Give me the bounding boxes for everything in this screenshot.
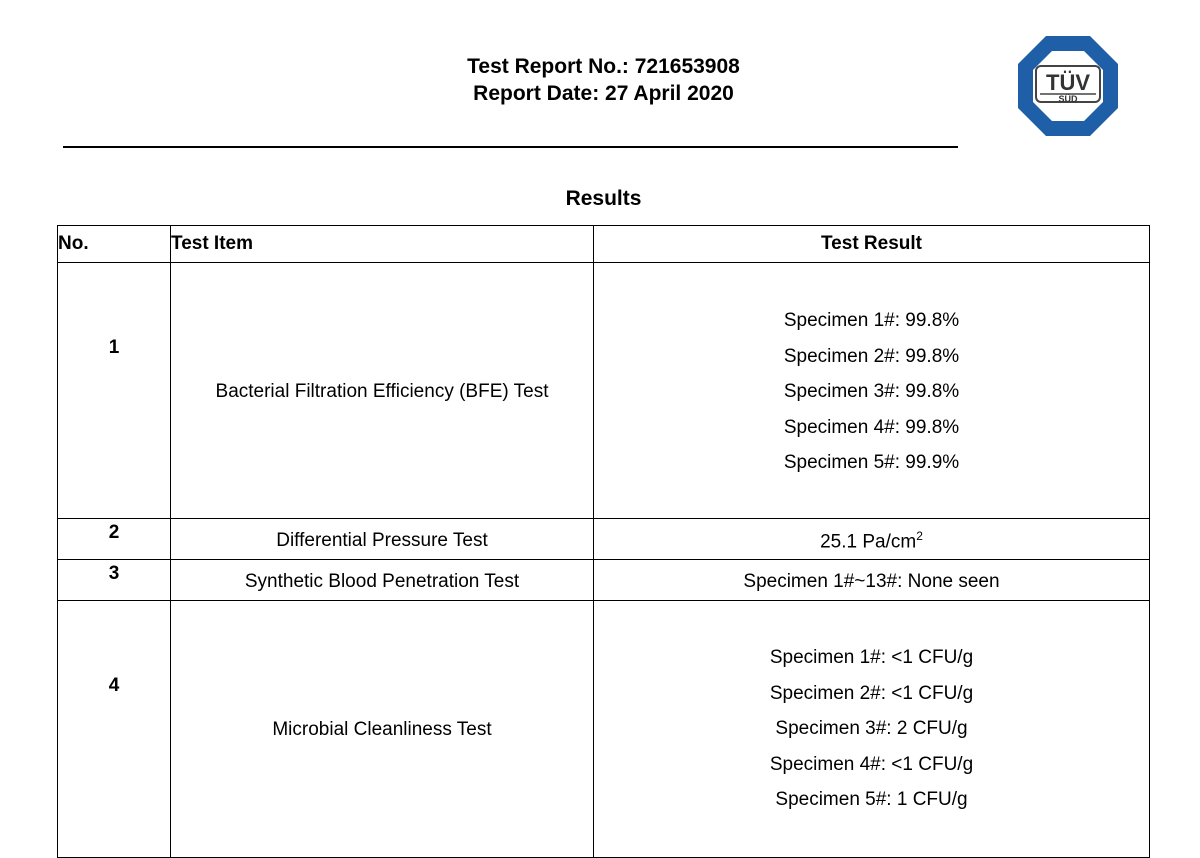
logo-text-top: TÜV — [1046, 70, 1090, 95]
table-row — [58, 601, 1150, 858]
result-superscript: 2 — [916, 528, 923, 543]
specimen-result: Specimen 2#: 99.8% — [783, 345, 960, 367]
header-divider — [63, 146, 958, 148]
results-title: Results — [565, 187, 642, 210]
test-item: Differential Pressure Test — [171, 519, 594, 560]
test-result — [594, 263, 1150, 519]
specimen-result: Specimen 1#: 99.8% — [783, 310, 960, 332]
row-number: 4 — [58, 601, 171, 858]
specimen-result: Specimen 1#: <1 CFU/g — [769, 647, 974, 669]
column-header-test-result: Test Result — [594, 226, 1150, 263]
results-table — [57, 225, 1150, 858]
specimen-result: Specimen 3#: 2 CFU/g — [775, 718, 968, 740]
result-value: 25.1 Pa/cm — [820, 531, 917, 553]
column-header-no: No. — [58, 226, 171, 263]
row-number: 2 — [58, 519, 171, 560]
report-number: Test Report No.: 721653908 — [467, 55, 740, 78]
specimen-result: Specimen 3#: 99.8% — [783, 381, 960, 403]
table-header-row — [58, 226, 1150, 263]
specimen-result: Specimen 5#: 1 CFU/g — [775, 789, 968, 811]
test-result: Specimen 1#~13#: None seen — [594, 560, 1150, 601]
report-date: Report Date: 27 April 2020 — [473, 82, 734, 105]
logo-text-bottom: SÜD — [1058, 94, 1078, 104]
table-row — [58, 560, 1150, 601]
specimen-result: Specimen 4#: <1 CFU/g — [769, 753, 974, 775]
specimen-result: Specimen 2#: <1 CFU/g — [769, 682, 974, 704]
tuv-sud-logo — [1014, 32, 1122, 140]
column-header-test-item: Test Item — [171, 226, 594, 263]
table-row — [58, 519, 1150, 560]
specimen-result: Specimen 4#: 99.8% — [783, 416, 960, 438]
test-item: Synthetic Blood Penetration Test — [171, 560, 594, 601]
test-item: Bacterial Filtration Efficiency (BFE) Test — [171, 263, 594, 519]
row-number: 3 — [58, 560, 171, 601]
table-row — [58, 263, 1150, 519]
test-result — [594, 519, 1150, 560]
specimen-result: Specimen 5#: 99.9% — [783, 452, 960, 474]
test-item: Microbial Cleanliness Test — [171, 601, 594, 858]
row-number: 1 — [58, 263, 171, 519]
test-result — [594, 601, 1150, 858]
